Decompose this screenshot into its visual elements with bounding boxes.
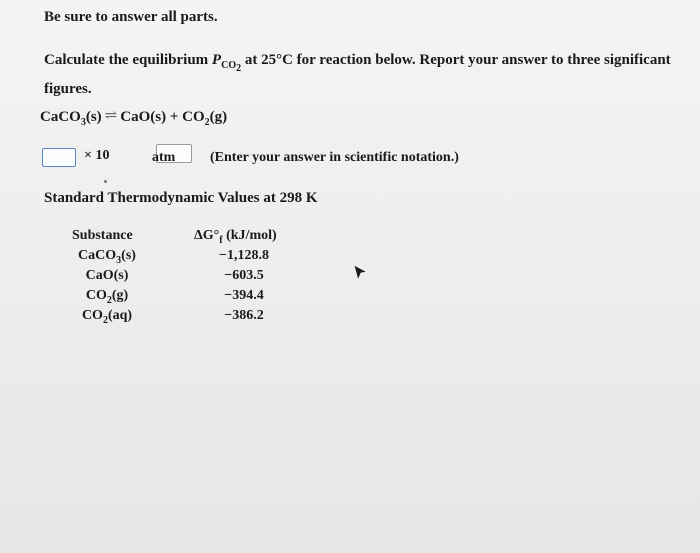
scientific-notation-note: (Enter your answer in scientific notation.) xyxy=(210,150,459,165)
delta-g-column xyxy=(194,226,294,326)
substance-header: Substance xyxy=(72,228,133,243)
substance-cell: CaCO$_3$(s) xyxy=(78,248,136,266)
substance-column xyxy=(72,226,142,326)
equilibrium-arrow-icon: ⇌ xyxy=(104,108,118,124)
question-text: Calculate the equilibrium $P_{CO_2}$ at 25°C for reaction below. Report your answer to three significant figures. xyxy=(44,52,671,97)
mantissa-input[interactable] xyxy=(42,148,76,167)
delta-g-cell: −386.2 xyxy=(224,308,264,323)
delta-g-cell: −603.5 xyxy=(224,268,264,283)
delta-g-cell: −394.4 xyxy=(224,288,264,303)
table-title: Standard Thermodynamic Values at 298 K xyxy=(44,190,318,206)
substance-cell: $CO_2(aq)$ xyxy=(81,308,133,326)
stray-dot xyxy=(104,180,107,183)
delta-g-header: $\Delta G^\circ_f$ (kJ/mol) xyxy=(194,228,277,246)
instructions-heading: Be sure to answer all parts. xyxy=(44,9,218,25)
reaction-equation: CaCO$_3$(s) ⇌ $CaO(s) + CO_2(g)$ xyxy=(40,108,228,128)
mouse-pointer-icon xyxy=(354,265,368,281)
times-ten-label: × 10 xyxy=(84,148,110,163)
unit-label: atm xyxy=(152,150,176,165)
delta-g-cell: −1,128.8 xyxy=(219,248,269,263)
substance-cell: CaO(s) xyxy=(85,268,129,283)
substance-cell: $CO_2(g)$ xyxy=(85,288,129,306)
